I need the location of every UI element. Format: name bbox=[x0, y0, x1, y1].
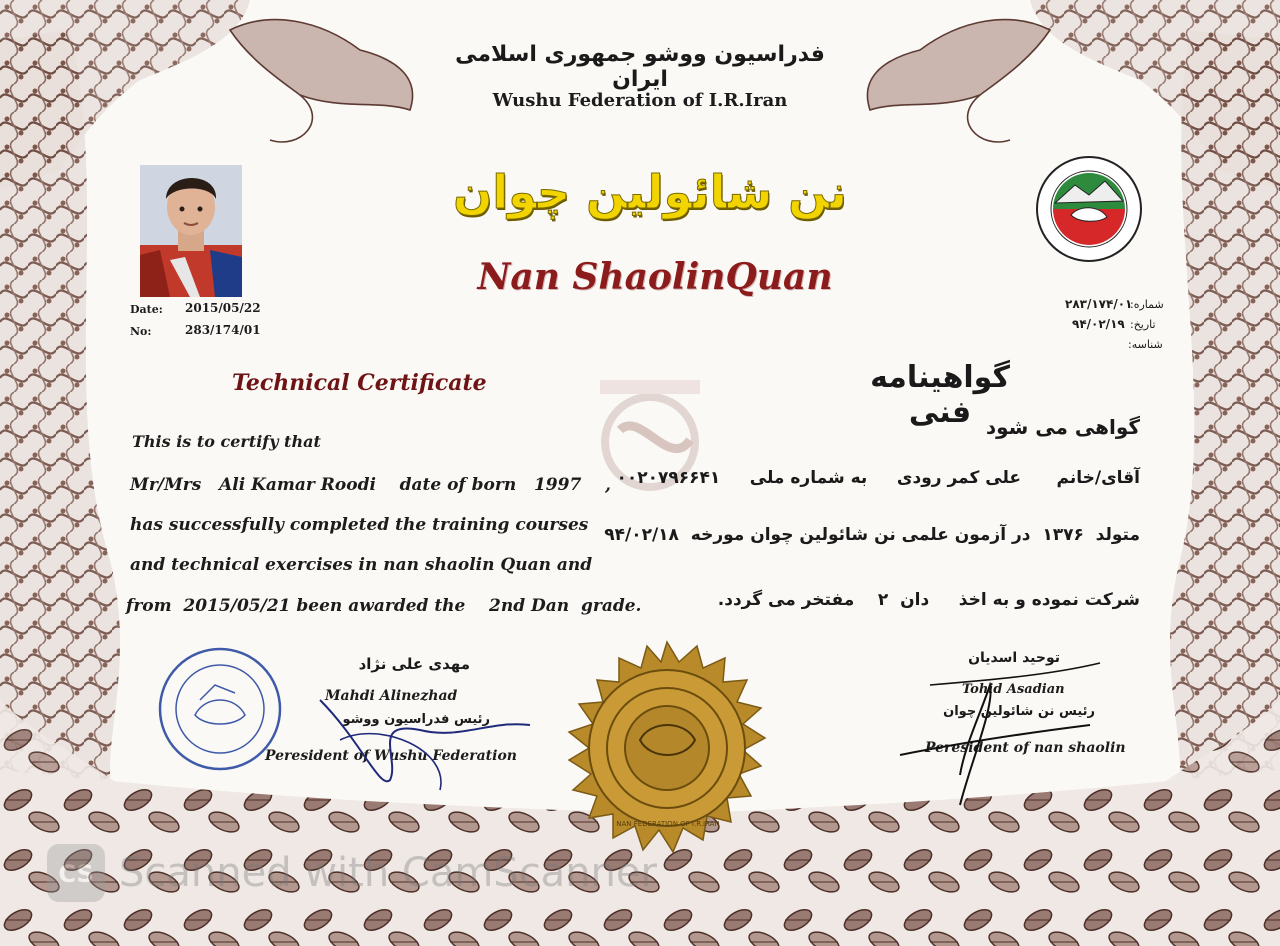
number-label-fa: شماره: bbox=[1130, 298, 1164, 311]
number-value-fa: ۲۸۳/۱۷۴/۰۱ bbox=[1065, 297, 1133, 311]
body-en-line1: This is to certify that bbox=[132, 432, 321, 451]
certificate-title-en: Technical Certificate bbox=[232, 370, 487, 396]
date-value-fa: ۹۴/۰۲/۱۹ bbox=[1072, 317, 1125, 331]
right-signer-title-en: Peresident of nan shaolin bbox=[925, 740, 1126, 756]
no-value: 283/174/01 bbox=[185, 323, 261, 337]
federation-logo bbox=[1035, 155, 1143, 263]
student-photo bbox=[140, 165, 242, 297]
federation-name-fa: فدراسیون ووشو جمهوری اسلامی ایران bbox=[455, 42, 825, 92]
seal-text: NAN FEDERATION OF I.R.IRAN bbox=[616, 820, 720, 828]
right-signer-name-fa: توحید اسدیان bbox=[968, 650, 1060, 666]
id-label-fa: شناسه: bbox=[1128, 338, 1163, 351]
left-signer-title-en: Peresident of Wushu Federation bbox=[265, 748, 517, 764]
body-fa-line3: متولد ۱۳۷۶ در آزمون علمی نن شائولین چوان مورخه ۹۴/۰۲/۱۸ bbox=[604, 525, 1140, 545]
left-signer-name-en: Mahdi Alinezhad bbox=[325, 688, 458, 704]
right-handwritten-signature bbox=[890, 655, 1110, 815]
gold-seal bbox=[555, 640, 780, 865]
scanner-watermark bbox=[45, 842, 657, 904]
body-fa-line4: شرکت نموده و به اخذ دان ۲ مفتخر می گردد. bbox=[717, 590, 1140, 610]
body-fa-line1: گواهی می شود bbox=[985, 415, 1140, 439]
body-en-line2: Mr/Mrs Ali Kamar Roodi date of born 1997 , bbox=[130, 475, 611, 495]
left-handwritten-signature bbox=[300, 680, 540, 800]
right-signer-title-fa: رئیس نن شائولین چوان bbox=[943, 704, 1095, 719]
scanner-watermark-text: Scanned with CamScanner bbox=[119, 850, 657, 896]
date-label: Date: bbox=[130, 303, 163, 316]
body-en-line5: from 2015/05/21 been awarded the 2nd Dan grade. bbox=[126, 596, 642, 616]
left-signer-name-fa: مهدی علی نژاد bbox=[358, 655, 470, 673]
body-fa-line2: آقای/خانم علی کمر رودی به شماره ملی ۰۰۲۰۷۹۶۶۴۱ bbox=[616, 468, 1140, 488]
style-name-fa: نن شائولین چوان bbox=[453, 165, 847, 219]
date-label-fa: تاریخ: bbox=[1130, 318, 1156, 331]
body-en-line4: and technical exercises in nan shaolin Quan and bbox=[130, 555, 593, 575]
no-label: No: bbox=[130, 325, 152, 338]
left-signer-title-fa: رئیس فدراسیون ووشو bbox=[342, 712, 490, 727]
federation-name-en: Wushu Federation of I.R.Iran bbox=[492, 90, 788, 111]
camscanner-icon bbox=[45, 842, 107, 904]
certificate-title-fa: گواهینامه فنی bbox=[870, 360, 1010, 430]
right-signer-name-en: Tohid Asadian bbox=[962, 682, 1065, 697]
svg-text:CS: CS bbox=[58, 860, 94, 888]
style-name-en: Nan ShaolinQuan bbox=[477, 256, 833, 298]
body-en-line3: has successfully completed the training courses bbox=[130, 515, 589, 535]
date-value: 2015/05/22 bbox=[185, 301, 261, 315]
